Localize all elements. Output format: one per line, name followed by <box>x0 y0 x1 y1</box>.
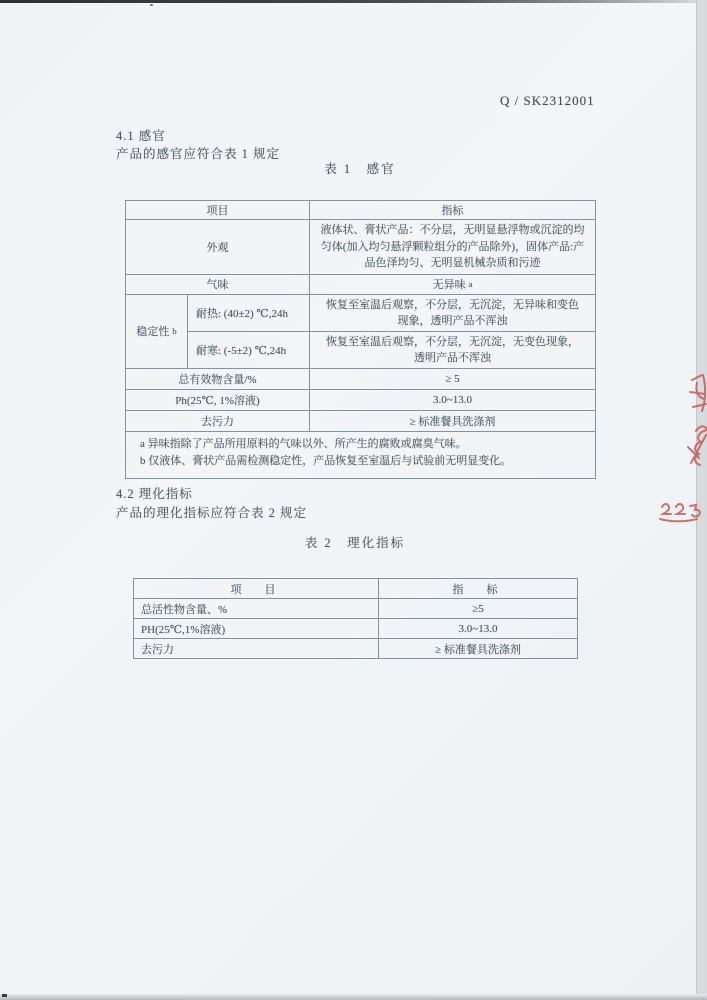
table-2-caption: 表 2 理化指标 <box>304 536 406 550</box>
table-row <box>126 431 596 478</box>
table-row <box>126 274 596 294</box>
table-row <box>134 639 578 659</box>
red-ink-mark-3 <box>660 504 700 521</box>
doc-number: Q / SK2312001 <box>500 93 595 108</box>
detergency-label: 去污力 <box>126 410 310 431</box>
active-content-label: 总活性物含量、% <box>134 599 379 619</box>
odor-value-text: 无异味 <box>432 279 466 291</box>
red-ink-marks <box>650 355 707 570</box>
section-4-1-intro: 产品的感官应符合表 1 规定 <box>116 147 281 161</box>
appearance-value: 液体状、膏状产品：不分层，无明显悬浮物或沉淀的均匀体(加入均匀悬浮颗粒组分的产品除外)，固体产品:产品色泽均匀、无明显机械杂质和污迹 <box>310 220 596 275</box>
footnote-a: a 异味指除了产品所用原料的气味以外、所产生的腐败或腐臭气味。 <box>140 437 467 450</box>
table-row <box>126 220 596 275</box>
stability-label-text: 稳定性 <box>136 326 170 338</box>
table-row <box>134 579 578 599</box>
ph-label: PH(25℃,1%溶液) <box>134 619 379 639</box>
table-row <box>126 368 596 389</box>
table-row <box>134 619 578 639</box>
footnote-ref-b: b <box>172 326 177 336</box>
odor-label: 气味 <box>126 274 310 294</box>
section-4-1-heading: 4.1 感官 <box>116 129 166 143</box>
column-header-item: 项目 <box>126 201 310 220</box>
section-4-2-intro: 产品的理化指标应符合表 2 规定 <box>116 506 308 520</box>
table-row <box>126 410 596 431</box>
cold-resistance-value: 恢复至室温后观察，不分层，无沉淀，无变色现象，透明产品不浑浊 <box>310 331 596 368</box>
section-4-2-heading: 4.2 理化指标 <box>116 487 193 501</box>
ph-value: 3.0~13.0 <box>310 389 596 410</box>
ph-value: 3.0~13.0 <box>379 619 578 639</box>
scan-edge-bottom <box>0 994 707 1000</box>
odor-value <box>310 274 596 294</box>
detergency-value: ≥ 标准餐具洗涤剂 <box>379 639 578 659</box>
column-header-indicator: 指标 <box>310 201 596 220</box>
stability-label <box>126 294 188 368</box>
table-row <box>126 331 596 368</box>
detergency-value: ≥ 标准餐具洗涤剂 <box>310 410 596 431</box>
table-1-caption: 表 1 感官 <box>324 162 396 176</box>
scan-edge-top <box>0 0 707 3</box>
cold-resistance-condition: 耐寒: (-5±2) ℃,24h <box>188 331 310 368</box>
scan-speck <box>2 994 7 997</box>
table-row <box>126 389 596 410</box>
column-header-indicator: 指 标 <box>379 579 578 599</box>
table-row <box>134 599 578 619</box>
active-content-value: ≥ 5 <box>310 368 596 389</box>
footnote-ref-a: a <box>468 279 473 289</box>
ph-label: Ph(25℃, 1%溶液) <box>126 389 310 410</box>
detergency-label: 去污力 <box>134 639 379 659</box>
red-ink-mark-2 <box>688 426 707 465</box>
footnote-b: b 仅液体、膏状产品需检测稳定性，产品恢复至室温后与试验前无明显变化。 <box>140 454 512 467</box>
appearance-label: 外观 <box>126 220 310 275</box>
table-row <box>126 294 596 331</box>
active-content-label: 总有效物含量/% <box>126 368 310 389</box>
heat-resistance-condition: 耐热: (40±2) ℃,24h <box>188 294 310 331</box>
table-sensory-requirements <box>125 200 596 479</box>
red-ink-mark-1 <box>690 375 706 411</box>
scan-speck <box>150 4 153 6</box>
heat-resistance-value: 恢复至室温后观察，不分层，无沉淀，无异味和变色现象，透明产品不浑浊 <box>310 294 596 331</box>
table-footnotes <box>126 431 596 478</box>
table-physchem-requirements <box>133 578 578 659</box>
active-content-value: ≥5 <box>379 599 578 619</box>
table-row <box>126 201 596 220</box>
column-header-item: 项 目 <box>134 579 379 599</box>
